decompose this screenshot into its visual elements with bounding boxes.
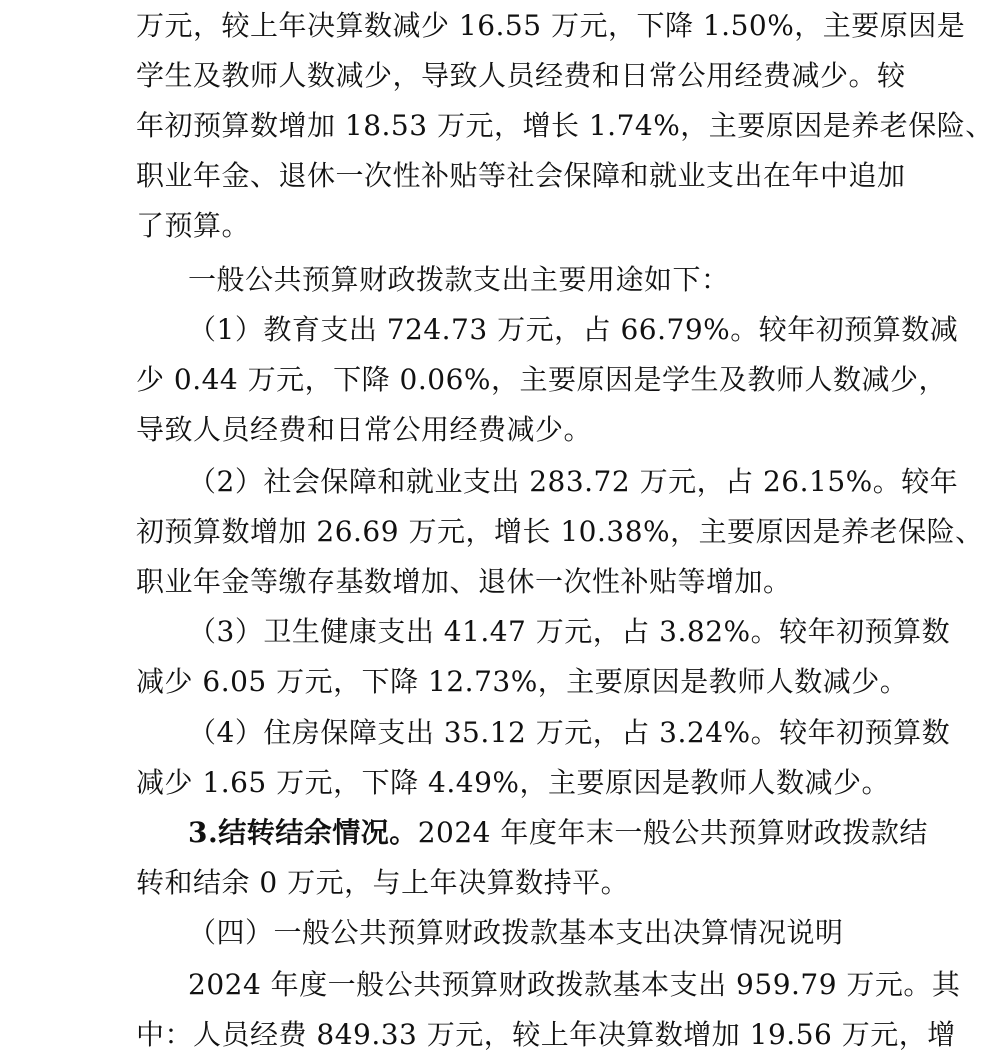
paragraph-line: 导致人员经费和日常公用经费减少。 [136, 413, 593, 446]
carryover-text: 2024 年度年末一般公共预算财政拨款结 [417, 816, 928, 849]
paragraph-line: 转和结余 0 万元，与上年决算数持平。 [136, 866, 630, 899]
paragraph-line: 了预算。 [136, 209, 251, 242]
paragraph-line: 减少 6.05 万元，下降 12.73%，主要原因是教师人数减少。 [136, 665, 909, 698]
section-intro-line: 一般公共预算财政拨款支出主要用途如下： [188, 263, 730, 296]
paragraph-line: 少 0.44 万元，下降 0.06%，主要原因是学生及教师人数减少， [136, 363, 947, 396]
carryover-heading: 3.结转结余情况。 [188, 816, 418, 849]
paragraph-line: 万元，较上年决算数减少 16.55 万元，下降 1.50%，主要原因是 [136, 9, 966, 42]
paragraph-line: 职业年金、退休一次性补贴等社会保障和就业支出在年中追加 [136, 159, 906, 192]
section-heading: （四）一般公共预算财政拨款基本支出决算情况说明 [188, 916, 844, 949]
paragraph-line: 2024 年度一般公共预算财政拨款基本支出 959.79 万元。其 [188, 968, 961, 1001]
paragraph-line: 减少 1.65 万元，下降 4.49%，主要原因是教师人数减少。 [136, 766, 890, 799]
list-item-health: （3）卫生健康支出 41.47 万元，占 3.82%。较年初预算数 [188, 615, 951, 648]
paragraph-line: 初预算数增加 26.69 万元，增长 10.38%，主要原因是养老保险、 [136, 515, 984, 548]
carryover-paragraph [188, 808, 928, 858]
list-item-education: （1）教育支出 724.73 万元，占 66.79%。较年初预算数减 [188, 313, 959, 346]
paragraph-line: 学生及教师人数减少，导致人员经费和日常公用经费减少。较 [136, 59, 906, 92]
list-item-housing: （4）住房保障支出 35.12 万元，占 3.24%。较年初预算数 [188, 716, 951, 749]
paragraph-line: 年初预算数增加 18.53 万元，增长 1.74%，主要原因是养老保险、 [136, 109, 994, 142]
paragraph-line: 中：人员经费 849.33 万元，较上年决算数增加 19.56 万元，增 [136, 1018, 956, 1051]
list-item-social-security: （2）社会保障和就业支出 283.72 万元，占 26.15%。较年 [188, 465, 959, 498]
paragraph-line: 职业年金等缴存基数增加、退休一次性补贴等增加。 [136, 565, 792, 598]
